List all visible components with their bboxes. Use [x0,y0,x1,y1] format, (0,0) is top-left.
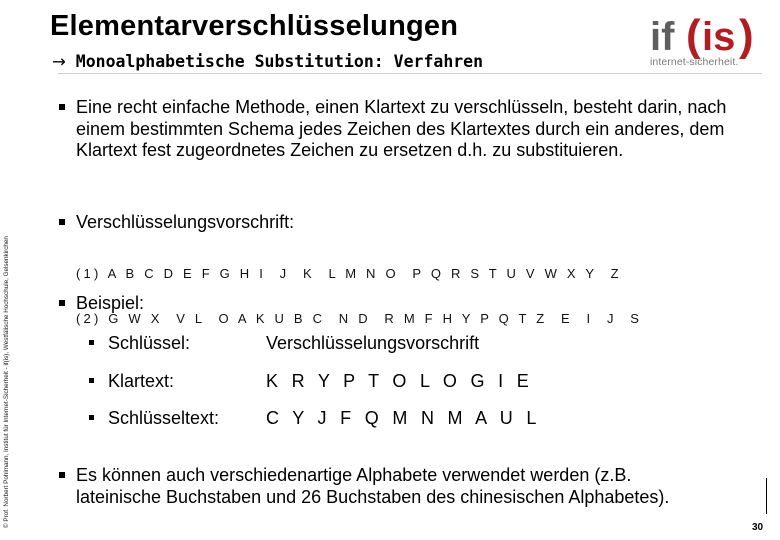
logo-caption: internet-sicherheit. [650,56,739,68]
substitution-table [76,236,642,341]
closing-paragraph: Es können auch verschiedenartige Alphabete verwendet werden (z.B. lateinische Buchstaben und 26 Buchstaben des chinesischen Alphabetes). [76,465,670,507]
page-number-divider [766,478,767,514]
logo-if-text: if [650,15,675,59]
logo-paren-open: ( [686,11,701,60]
bullet-square-icon [59,472,65,478]
header-divider [58,73,762,74]
bullet-square-icon [59,300,65,306]
copyright-credit: © Prof. Norbert Pohlmann, Institut für Internet-Sicherheit - if(is), Westfälische Hochschule, Gelsenkirchen [3,236,10,528]
bullet-square-icon [89,378,94,383]
plaintext-value: K R Y P T O L O G I E [266,371,534,391]
slide-subtitle [52,52,483,71]
example-heading: Beispiel: [76,293,145,313]
ciphertext-label: Schlüsseltext: [108,408,220,428]
key-value: Verschlüsselungsvorschrift [266,333,480,353]
cipher-alphabet-row: (2) G W X V L O A K U B C N D R M F H Y P Q T Z E I J S [76,311,643,326]
key-label: Schlüssel: [108,333,191,353]
plaintext-label: Klartext: [108,371,175,391]
page-number: 30 [752,522,764,533]
subtitle-text: Monoalphabetische Substitution: Verfahren [75,52,484,71]
intro-paragraph: Eine recht einfache Methode, einen Klartext zu verschlüsseln, besteht darin, nach einem bestimmten Schema jedes Zeichen des Klartextes durch ein anderes, dem Klartext fest zugeordnetes Zeichen zu ersetzen d.h. zu substituieren. [76,97,727,160]
ciphertext-value: C Y J F Q M N M A U L [266,408,541,428]
rule-heading: Verschlüsselungsvorschrift: [76,212,295,232]
plain-alphabet-row: (1) A B C D E F G H I J K L M N O P Q R S T U V W X Y Z [76,266,622,281]
logo-is-text: is [702,15,736,59]
slide-title: Elementarverschlüsselungen [50,10,459,42]
arrow-right-icon: → [52,52,66,71]
bullet-square-icon [59,104,65,110]
logo-paren-close: ) [739,11,754,60]
bullet-square-icon [89,340,94,345]
bullet-square-icon [89,415,94,420]
bullet-square-icon [59,219,65,225]
